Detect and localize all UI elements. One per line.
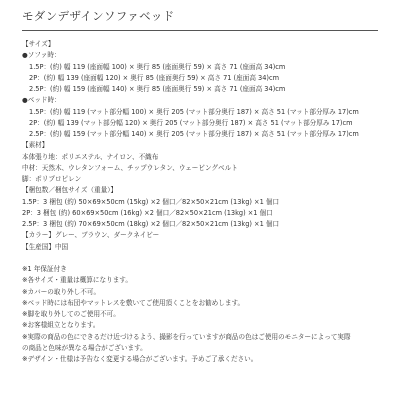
color-info: 【カラー】グレー、ブラウン、ダークネイビー bbox=[22, 231, 160, 240]
bed-mode-label: ●ベッド時： bbox=[22, 96, 61, 105]
title-divider bbox=[22, 30, 378, 31]
note-spec-change: ※デザイン・仕様は予告なく変更する場合がございます。予めご了承ください。 bbox=[22, 355, 258, 363]
note-legs: ※脚を取り外してのご使用不可。 bbox=[22, 310, 120, 318]
origin-info: 【生産国】中国 bbox=[22, 242, 69, 251]
section-spacer bbox=[22, 253, 392, 264]
material-legs: 脚：ポリプロピレン bbox=[22, 175, 82, 183]
packing-heading: 【梱包数／梱包サイズ（重量）】 bbox=[22, 186, 118, 195]
sofa-mode-label: ●ソファ時： bbox=[22, 51, 61, 60]
material-upholstery: 本体張り地：ポリエステル、ナイロン、不織布 bbox=[22, 152, 159, 161]
note-assembly: ※お客様組立となります。 bbox=[22, 321, 100, 330]
bed-size-2p: 2P：(約) 幅 139 (マット部分幅 120) × 奥行 205 (マット部分奥行 187) × 高さ 51 (マット部分厚み 17)cm bbox=[29, 118, 353, 127]
page-title: モダンデザインソファベッド bbox=[22, 9, 175, 23]
sofa-size-1-5p: 1.5P：(約) 幅 119 (座面幅 100) × 奥行 85 (座面奥行 59) × 高さ 71 (座面高 34)cm bbox=[29, 62, 286, 71]
packing-1-5p: 1.5P：3 梱包 (約) 50×69×50cm (15kg) ×2 個口／82×50×21cm (13kg) ×1 個口 bbox=[22, 197, 280, 206]
note-bedding: ※ベッド時には布団やマットレスを敷いてご使用頂くことをお勧めします。 bbox=[22, 298, 245, 307]
bed-size-2-5p: 2.5P：(約) 幅 159 (マット部分幅 140) × 奥行 205 (マット部分奥行 187) × 高さ 51 (マット部分厚み 17)cm bbox=[29, 130, 359, 138]
note-cover: ※カバーの取り外し不可。 bbox=[22, 287, 101, 296]
note-color-2: の商品と色味が異なる場合がございます。 bbox=[22, 343, 147, 352]
packing-2p: 2P：3 梱包 (約) 60×69×50cm (16kg) ×2 個口／82×50×21cm (13kg) ×1 個口 bbox=[22, 208, 273, 217]
material-filling: 中材：天然木、ウレタンフォーム、チップウレタン、ウェービングベルト bbox=[22, 163, 238, 172]
spec-content bbox=[22, 39, 392, 365]
note-dimensions: ※各サイズ・重量は概算になります。 bbox=[22, 276, 132, 285]
note-warranty: ※1 年保証付き bbox=[22, 265, 67, 273]
material-heading: 【素材】 bbox=[22, 141, 49, 150]
sofa-size-2-5p: 2.5P：(約) 幅 159 (座面幅 140) × 奥行 85 (座面奥行 59) × 高さ 71 (座面高 34)cm bbox=[29, 85, 286, 93]
size-heading: 【サイズ】 bbox=[22, 40, 55, 48]
sofa-size-2p: 2P：(約) 幅 139 (座面幅 120) × 奥行 85 (座面奥行 59) × 高さ 71 (座面高 34)cm bbox=[29, 73, 280, 82]
packing-2-5p: 2.5P：3 梱包 (約) 70×69×50cm (18kg) ×2 個口／82×50×21cm (13kg) ×1 個口 bbox=[22, 220, 280, 228]
note-color-1: ※実際の商品の色にできるだけ近づけるよう、撮影を行っていますが商品の色はご使用のモニターによって実際 bbox=[22, 332, 351, 341]
bed-size-1-5p: 1.5P：(約) 幅 119 (マット部分幅 100) × 奥行 205 (マット部分奥行 187) × 高さ 51 (マット部分厚み 17)cm bbox=[29, 107, 359, 116]
